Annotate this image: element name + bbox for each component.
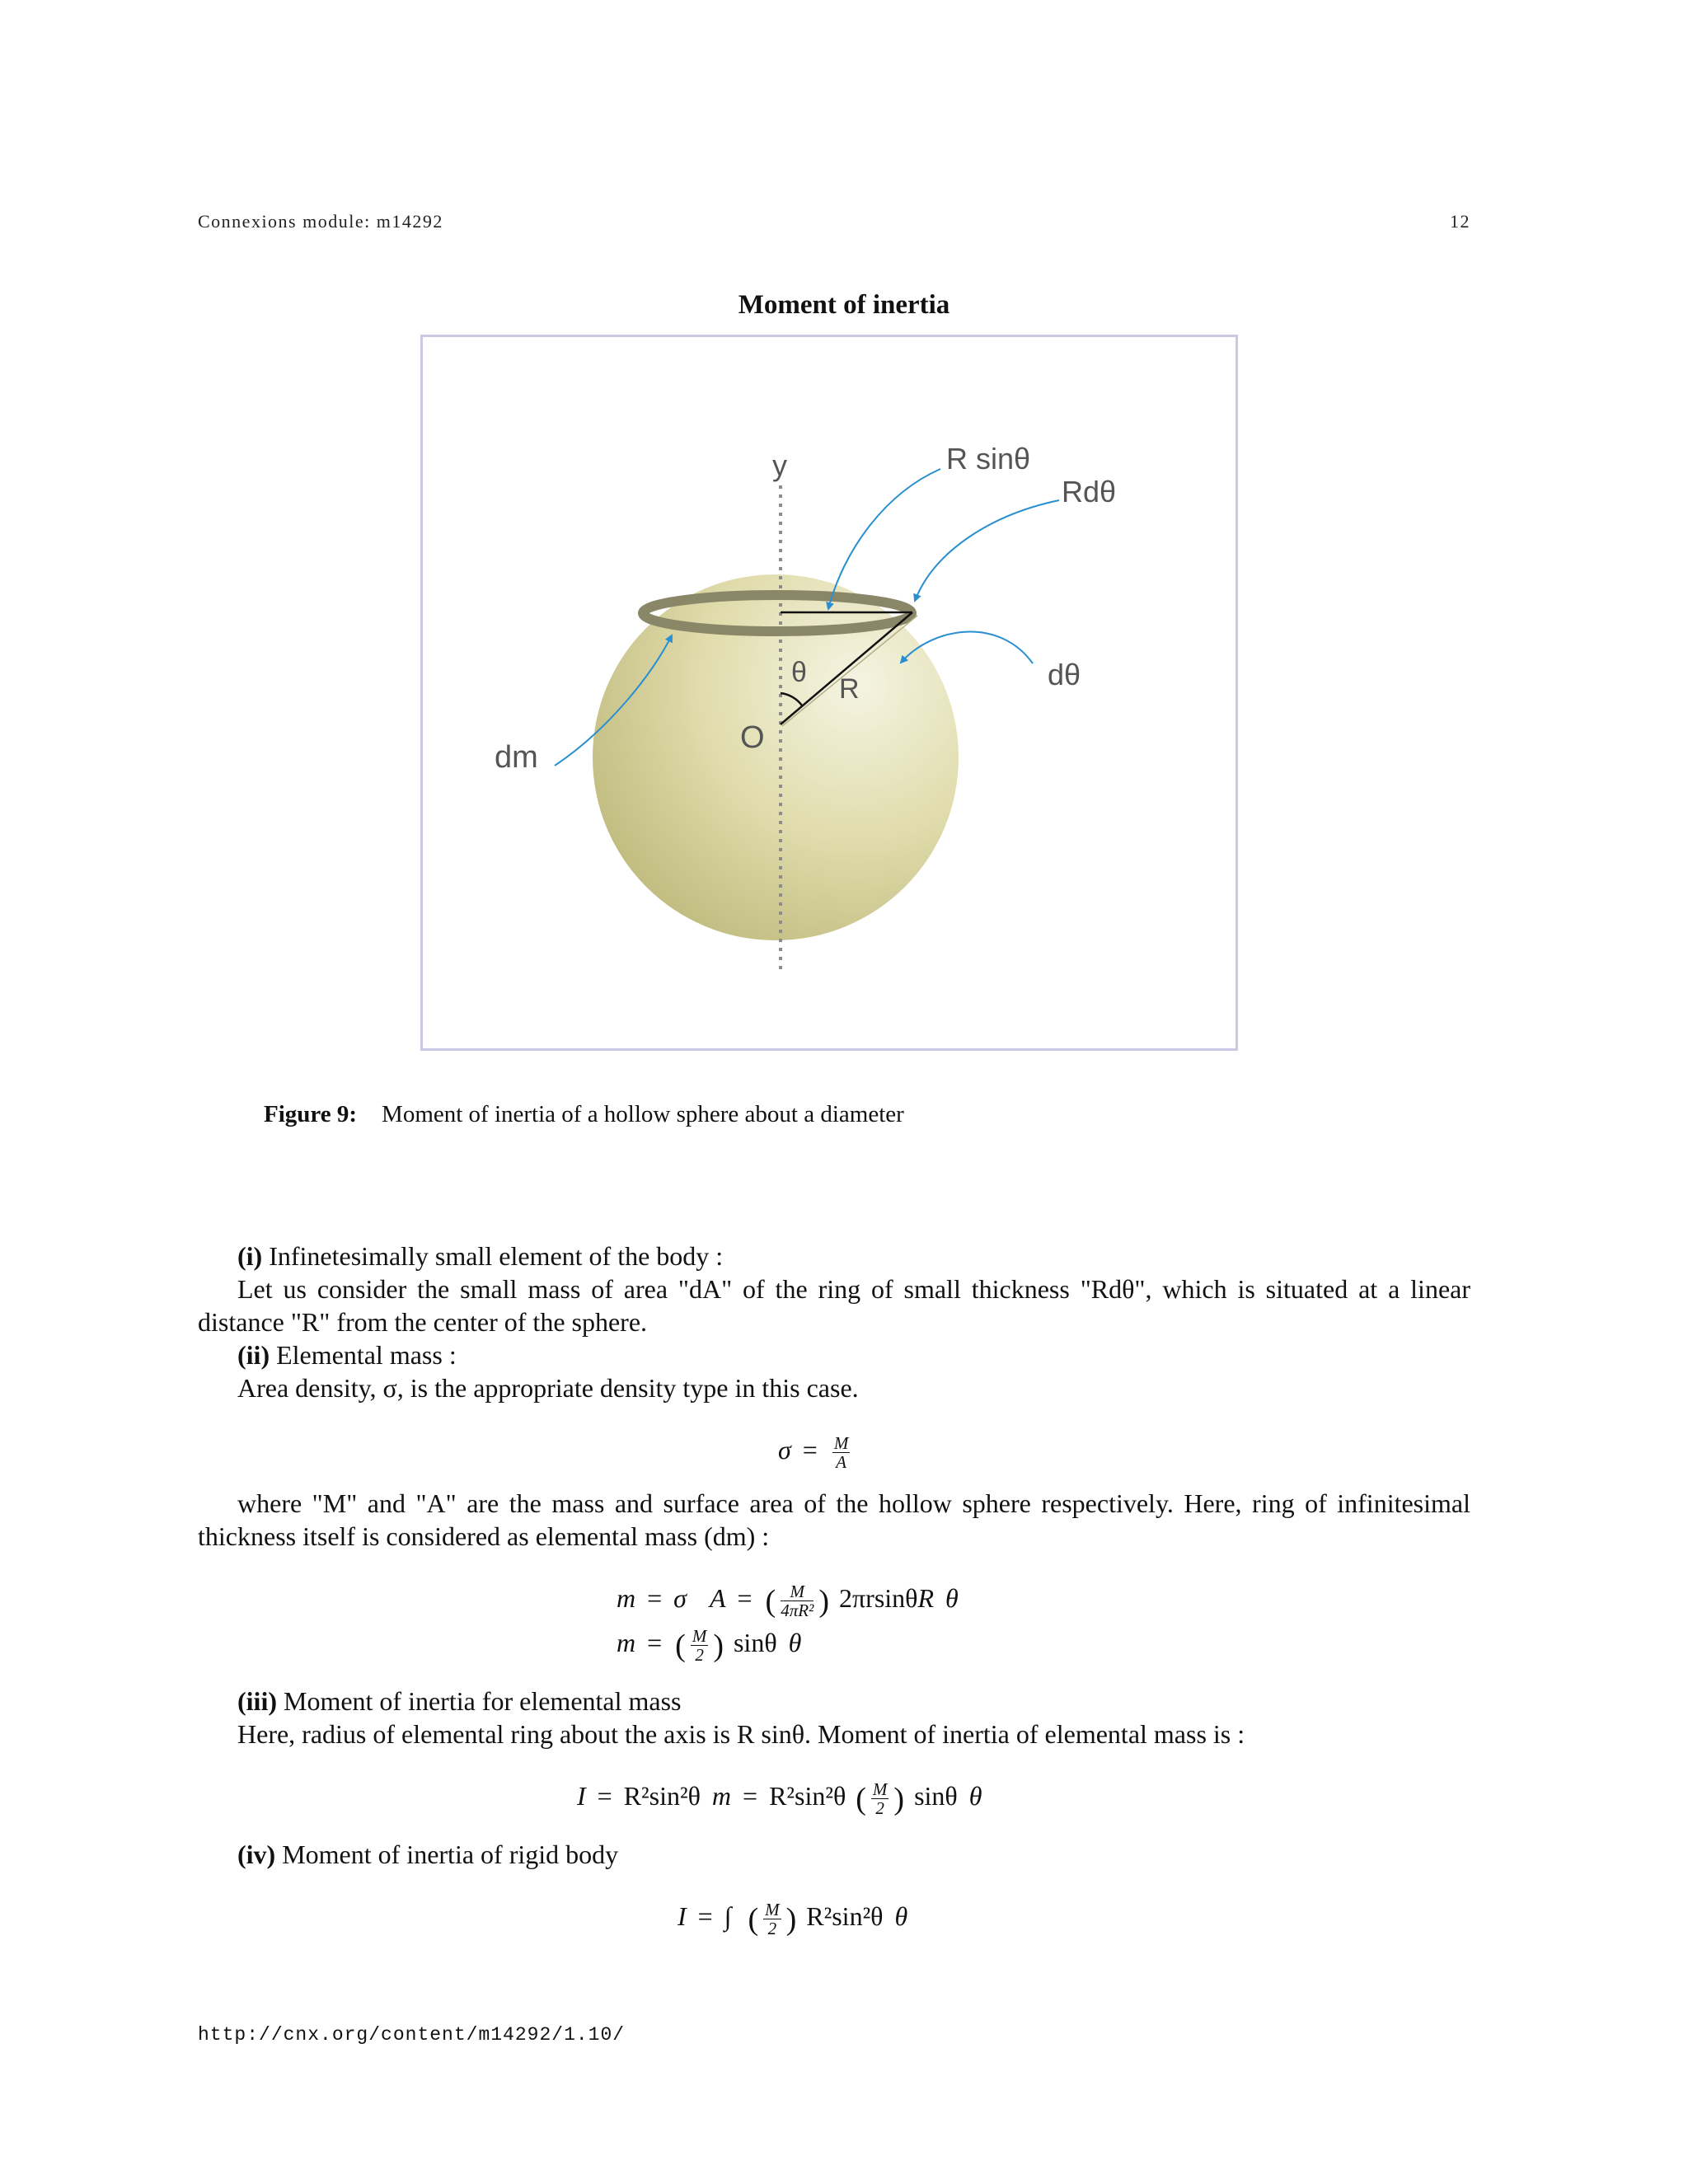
fraction-m-over-2	[691, 1627, 709, 1664]
eq-sigma: σ	[778, 1434, 791, 1465]
eq-theta: θ	[945, 1582, 959, 1613]
figure-title: Moment of inertia	[738, 290, 950, 320]
eq-m: m	[711, 1780, 732, 1811]
r-d-theta-label: Rdθ	[1062, 475, 1117, 509]
eq-equals: =	[802, 1434, 818, 1465]
r-sin-theta-arrow	[828, 469, 940, 609]
frac-numerator: M	[872, 1779, 888, 1799]
hollow-sphere-diagram	[423, 337, 1240, 1053]
figure-caption-text: Moment of inertia of a hollow sphere about a diameter	[382, 1101, 904, 1127]
eq-sin-theta: sinθ	[914, 1780, 958, 1811]
frac-numerator: M	[765, 1900, 780, 1919]
section-ii-title: Elemental mass :	[270, 1340, 457, 1370]
eq-rparen: )	[893, 1781, 905, 1816]
frac-denominator: 2	[767, 1919, 777, 1938]
equation-elemental-mass-1	[617, 1582, 959, 1619]
equation-elemental-inertia	[577, 1780, 982, 1817]
eq-r2sin2: R²sin²θ	[769, 1780, 846, 1811]
eq-theta: θ	[788, 1627, 802, 1657]
eq-theta: θ	[894, 1900, 908, 1931]
d-theta-label: dθ	[1048, 658, 1081, 691]
fraction-m-over-2	[871, 1780, 889, 1817]
dm-label: dm	[495, 740, 538, 775]
section-iv-title: Moment of inertia of rigid body	[275, 1840, 619, 1869]
section-i-title: Infinetesimally small element of the body :	[262, 1241, 724, 1271]
eq-theta: θ	[968, 1780, 982, 1811]
paragraph-mass-surface: where "M" and "A" are the mass and surface area of the hollow sphere respectively. Here, ring of infinitesimal thickness itself is considered as elemental mass (dm) :	[198, 1488, 1470, 1551]
eq-equals: =	[697, 1900, 713, 1931]
origin-label: O	[740, 720, 765, 755]
equation-rigid-body-inertia	[678, 1900, 907, 1938]
section-i-number: (i)	[237, 1241, 263, 1271]
eq-equals: =	[647, 1627, 663, 1657]
eq-integral: ∫	[724, 1900, 732, 1931]
equation-elemental-mass-2	[617, 1627, 801, 1664]
y-axis-label: y	[772, 448, 787, 482]
eq-sin-theta: sinθ	[874, 1582, 918, 1613]
section-iv-number: (iv)	[237, 1840, 276, 1869]
theta-label: θ	[791, 657, 807, 688]
section-i-heading	[237, 1240, 723, 1272]
eq-lparen: (	[675, 1628, 686, 1663]
eq-a: A	[709, 1582, 726, 1613]
eq-equals: =	[647, 1582, 663, 1613]
section-ii-heading	[237, 1338, 457, 1371]
figure-caption	[264, 1101, 904, 1128]
frac-denominator: A	[836, 1452, 846, 1472]
paragraph-small-element: Let us consider the small mass of area "dA" of the ring of small thickness "Rdθ", which is situated at a linear distance "R" from the center of the sphere.	[198, 1274, 1470, 1337]
eq-sin-theta: sinθ	[733, 1627, 777, 1657]
fraction-m-over-4pir2	[781, 1582, 814, 1619]
frac-denominator: 4πR²	[781, 1601, 814, 1620]
frac-numerator: M	[692, 1626, 707, 1646]
page-number: 12	[1450, 211, 1470, 232]
eq-m: m	[617, 1627, 636, 1657]
eq-lparen: (	[748, 1901, 759, 1937]
r-sin-theta-label: R sinθ	[946, 442, 1031, 476]
eq-rparen: )	[785, 1901, 797, 1937]
paragraph-elemental-radius: Here, radius of elemental ring about the axis is R sinθ. Moment of inertia of elemental mass is :	[237, 1719, 1245, 1749]
section-iii-title: Moment of inertia for elemental mass	[276, 1686, 682, 1716]
section-iii-heading	[237, 1685, 682, 1718]
eq-lparen: (	[856, 1781, 866, 1816]
equation-area-density	[778, 1434, 853, 1471]
section-iv-heading	[237, 1838, 618, 1871]
eq-equals: =	[737, 1582, 753, 1613]
fraction-m-over-2	[763, 1900, 781, 1938]
fraction-m-over-a	[832, 1434, 851, 1471]
eq-r2sin2: R²sin²θ	[623, 1780, 701, 1811]
eq-lparen: (	[765, 1583, 776, 1619]
frac-numerator: M	[833, 1433, 849, 1453]
eq-two-pi-r: 2πr	[839, 1582, 874, 1613]
frac-denominator: 2	[875, 1798, 884, 1818]
figure-caption-label: Figure 9:	[264, 1101, 358, 1127]
eq-rparen: )	[818, 1583, 829, 1619]
eq-r: R	[917, 1582, 935, 1613]
eq-i: I	[678, 1900, 687, 1931]
running-header-module: Connexions module: m14292	[198, 211, 443, 232]
eq-m: m	[617, 1582, 636, 1613]
frac-numerator: M	[781, 1582, 814, 1601]
eq-equals: =	[597, 1780, 612, 1811]
eq-rparen: )	[713, 1628, 724, 1663]
eq-equals: =	[743, 1780, 758, 1811]
frac-denominator: 2	[695, 1645, 704, 1665]
r-d-theta-arrow	[915, 500, 1059, 601]
radius-label: R	[839, 673, 860, 705]
eq-r2sin2: R²sin²θ	[806, 1900, 884, 1931]
eq-sigma: σ	[673, 1582, 687, 1613]
section-iii-number: (iii)	[237, 1686, 277, 1716]
paragraph-area-density: Area density, σ, is the appropriate density type in this case.	[237, 1373, 859, 1403]
figure-frame	[420, 335, 1238, 1051]
eq-i: I	[577, 1780, 586, 1811]
section-ii-number: (ii)	[237, 1340, 270, 1370]
footer-url[interactable]: http://cnx.org/content/m14292/1.10/	[198, 2024, 626, 2046]
